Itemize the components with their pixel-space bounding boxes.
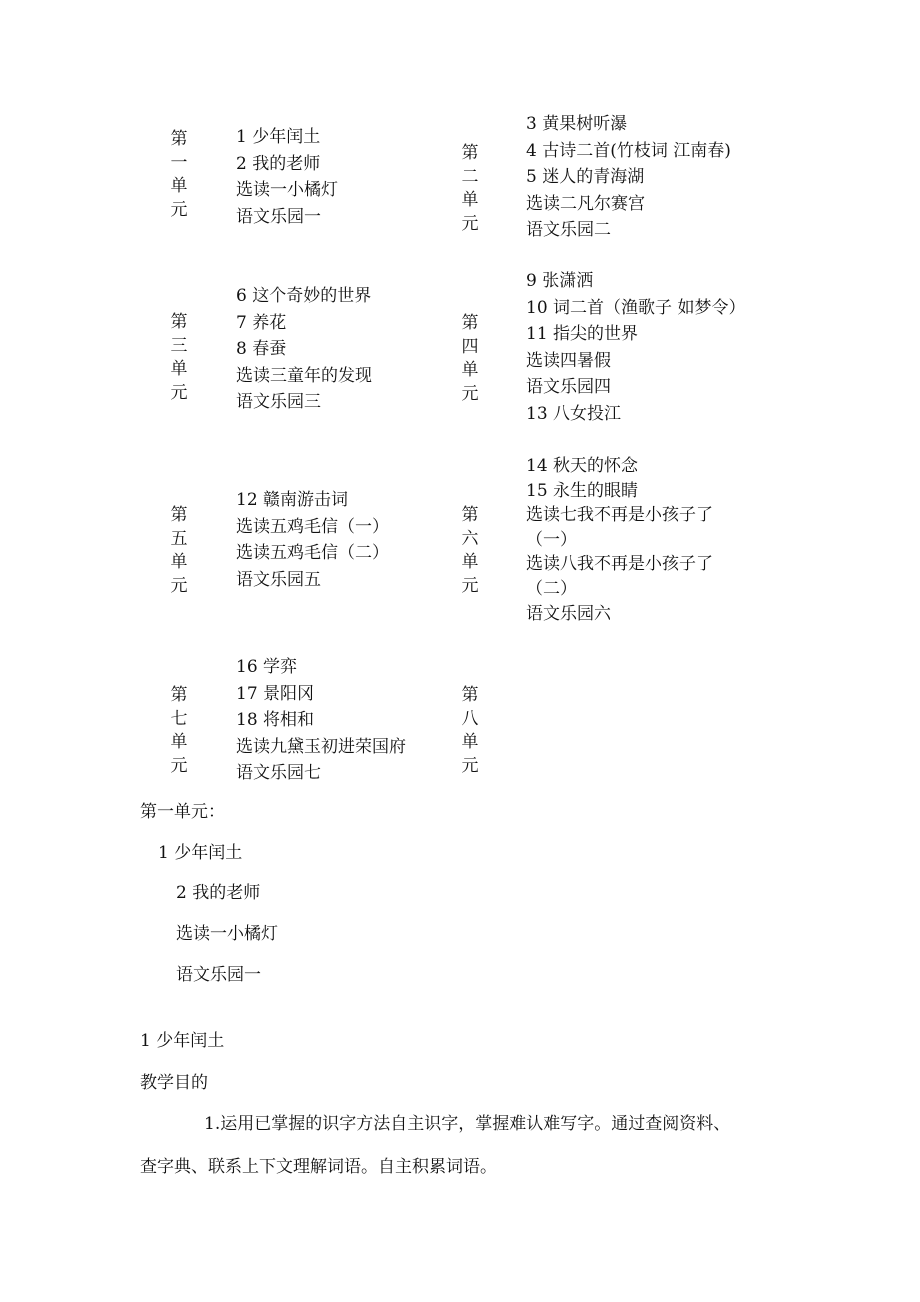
unit-7-label: 第 七 单 元 [170,685,188,776]
lesson-item: 7 养花 [236,312,287,333]
outline-heading: 第一单元： [140,802,225,822]
lesson-item: 语文乐园二 [526,220,611,241]
lesson-item: 选读七我不再是小孩子了 [526,505,713,526]
unit-2-lessons [526,111,756,244]
lesson-item: 选读四暑假 [526,350,611,371]
lesson-item: （一） [526,529,577,550]
lesson-item: 6 这个奇妙的世界 [236,286,372,306]
lesson-item: 选读八我不再是小孩子了 [526,554,713,575]
lesson-item: 语文乐园六 [526,603,611,624]
unit-4-lessons [526,268,756,428]
lesson-item: 5 迷人的青海湖 [526,167,645,188]
unit-1-lessons [236,124,338,230]
lesson-item: 选读三童年的发现 [236,365,372,386]
lesson-item: 18 将相和 [236,710,315,731]
lesson-item: 12 赣南游击词 [236,490,349,510]
lesson-item: 17 景阳冈 [236,683,315,704]
lesson-item: 10 词二首（渔歌子 如梦令） [526,297,746,318]
lesson-item: 1 少年闰土 [236,127,321,147]
outline-item: 1 少年闰土 [158,843,243,863]
paragraph-line: 1.运用已掌握的识字方法自主识字，掌握难认难写字。通过查阅资料、 [204,1114,731,1134]
outline-item: 2 我的老师 [176,883,261,903]
unit-1-label: 第 一 单 元 [170,129,188,220]
unit-3-label: 第 三 单 元 [170,312,188,403]
unit-4-label: 第 四 单 元 [461,313,479,404]
lesson-item: 2 我的老师 [236,153,321,174]
unit-5-lessons [236,487,389,593]
lesson-item: 15 永生的眼睛 [526,480,639,501]
lesson-item: 语文乐园四 [526,377,611,398]
unit-3-lessons [236,283,372,416]
lesson-item: 14 秋天的怀念 [526,456,639,476]
lesson-item: 13 八女投江 [526,403,622,424]
unit-6-label: 第 六 单 元 [461,505,479,596]
paragraph-line: 查字典、联系上下文理解词语。自主积累词语。 [140,1157,497,1177]
lesson-item: 3 黄果树听瀑 [526,114,628,134]
lesson-item: 语文乐园七 [236,763,321,784]
lesson-item: 选读九黛玉初进荣国府 [236,736,406,757]
unit-7-lessons [236,654,406,787]
lesson-item: 语文乐园一 [236,206,321,227]
lesson-item: 选读一小橘灯 [236,180,338,201]
lesson-item: 语文乐园三 [236,392,321,413]
lesson-title: 1 少年闰土 [140,1031,225,1051]
unit-5-label: 第 五 单 元 [170,505,188,596]
lesson-item: （二） [526,578,577,599]
unit-2-label: 第 二 单 元 [461,143,479,234]
lesson-item: 9 张潇洒 [526,271,594,291]
lesson-item: 选读五鸡毛信（一） [236,516,389,537]
lesson-item: 选读二凡尔赛宫 [526,193,645,214]
lesson-item: 11 指尖的世界 [526,324,639,345]
section-heading: 教学目的 [140,1073,208,1093]
lesson-item: 4 古诗二首(竹枝词 江南春) [526,140,731,161]
lesson-item: 8 春蚕 [236,339,287,360]
outline-item: 语文乐园一 [176,965,261,985]
unit-6-lessons [526,454,713,626]
lesson-item: 选读五鸡毛信（二） [236,543,389,564]
unit-8-label: 第 八 单 元 [461,685,479,776]
lesson-item: 语文乐园五 [236,569,321,590]
outline-item: 选读一小橘灯 [176,924,278,944]
lesson-item: 16 学弈 [236,657,298,677]
